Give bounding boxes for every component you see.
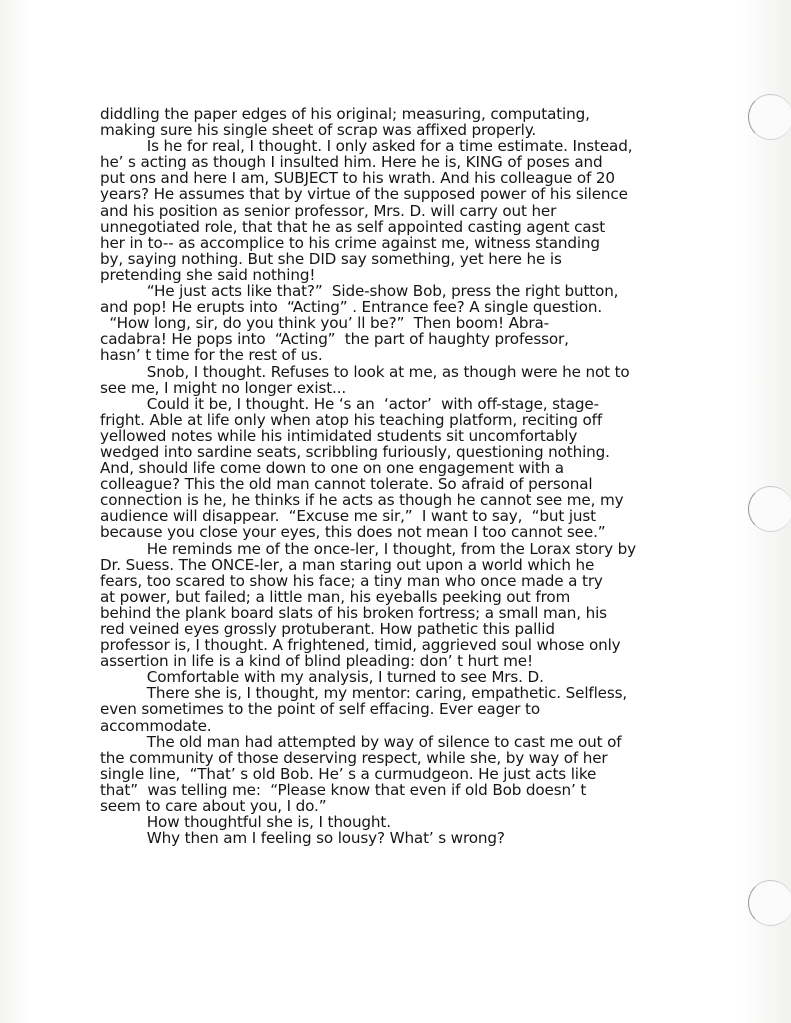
text-line: Snob, I thought. Refuses to look at me, as though were he not to <box>100 362 630 381</box>
text-line: at power, but failed; a little man, his eyeballs peeking out from <box>100 587 571 606</box>
text-line: hasn’ t time for the rest of us. <box>100 346 323 365</box>
binder-hole-top <box>748 94 791 140</box>
text-line: fright. Able at life only when atop his teaching platform, reciting off <box>100 410 603 429</box>
text-line: pretending she said nothing! <box>100 265 316 284</box>
text-line: yellowed notes while his intimidated students sit uncomfortably <box>100 426 578 445</box>
text-line: even sometimes to the point of self effacing. Ever eager to <box>100 700 540 719</box>
binder-hole-middle <box>748 486 791 532</box>
text-line: and pop! He erupts into “Acting” . Entrance fee? A single question. <box>100 298 602 317</box>
text-line: assertion in life is a kind of blind pleading: don’ t hurt me! <box>100 652 533 671</box>
text-line: “How long, sir, do you think you’ ll be?” Then boom! Abra- <box>100 314 549 333</box>
text-line: How thoughtful she is, I thought. <box>100 813 391 832</box>
binder-hole-bottom <box>748 880 791 926</box>
text-line: And, should life come down to one on one engagement with a <box>100 459 564 478</box>
text-line: because you close your eyes, this does not mean I too cannot see.” <box>100 523 606 542</box>
text-line: making sure his single sheet of scrap was affixed properly. <box>100 121 537 140</box>
text-line: see me, I might no longer exist... <box>100 378 347 397</box>
text-line: behind the plank board slats of his broken fortress; a small man, his <box>100 603 607 622</box>
text-line: audience will disappear. “Excuse me sir,” I want to say, “but just <box>100 507 596 526</box>
text-line: and his position as senior professor, Mrs. D. will carry out her <box>100 201 557 220</box>
text-line: colleague? This the old man cannot tolerate. So afraid of personal <box>100 475 593 494</box>
text-line: accommodate. <box>100 716 212 735</box>
text-line: There she is, I thought, my mentor: caring, empathetic. Selfless, <box>100 684 628 703</box>
text-line: seem to care about you, I do.” <box>100 797 327 816</box>
text-line: diddling the paper edges of his original; measuring, computating, <box>100 105 590 123</box>
text-line: the community of those deserving respect, while she, by way of her <box>100 748 608 767</box>
text-line: cadabra! He pops into “Acting” the part of haughty professor, <box>100 330 569 349</box>
text-line: wedged into sardine seats, scribbling furiously, questioning nothing. <box>100 442 610 461</box>
text-line: single line, “That’ s old Bob. He’ s a curmudgeon. He just acts like <box>100 764 597 783</box>
document-body <box>100 106 700 846</box>
text-line: fears, too scared to show his face; a tiny man who once made a try <box>100 571 603 590</box>
text-line: Dr. Suess. The ONCE-ler, a man staring out upon a world which he <box>100 555 595 574</box>
text-line: The old man had attempted by way of silence to cast me out of <box>100 732 622 751</box>
text-line: unnegotiated role, that that he as self appointed casting agent cast <box>100 217 606 236</box>
text-line: professor is, I thought. A frightened, timid, aggrieved soul whose only <box>100 636 621 655</box>
text-line: He reminds me of the once-ler, I thought, from the Lorax story by <box>100 539 636 558</box>
text-line: “He just acts like that?” Side-show Bob, press the right button, <box>100 282 619 301</box>
text-line: red veined eyes grossly protuberant. How pathetic this pallid <box>100 620 555 638</box>
text-line: by, saying nothing. But she DID say something, yet here he is <box>100 249 562 268</box>
text-line: Is he for real, I thought. I only asked for a time estimate. Instead, <box>100 137 633 156</box>
text-line: he’ s acting as though I insulted him. Here he is, KING of poses and <box>100 153 603 172</box>
text-line: connection is he, he thinks if he acts as though he cannot see me, my <box>100 491 624 510</box>
text-line: Comfortable with my analysis, I turned to see Mrs. D. <box>100 668 544 687</box>
text-line: Why then am I feeling so lousy? What’ s wrong? <box>100 829 505 848</box>
text-line: her in to-- as accomplice to his crime against me, witness standing <box>100 233 600 252</box>
text-line: that” was telling me: “Please know that even if old Bob doesn’ t <box>100 780 587 799</box>
text-line: years? He assumes that by virtue of the supposed power of his silence <box>100 185 628 204</box>
text-line: Could it be, I thought. He ‘s an ‘actor’ with off-stage, stage- <box>100 394 599 413</box>
text-line: put ons and here I am, SUBJECT to his wrath. And his colleague of 20 <box>100 169 615 188</box>
